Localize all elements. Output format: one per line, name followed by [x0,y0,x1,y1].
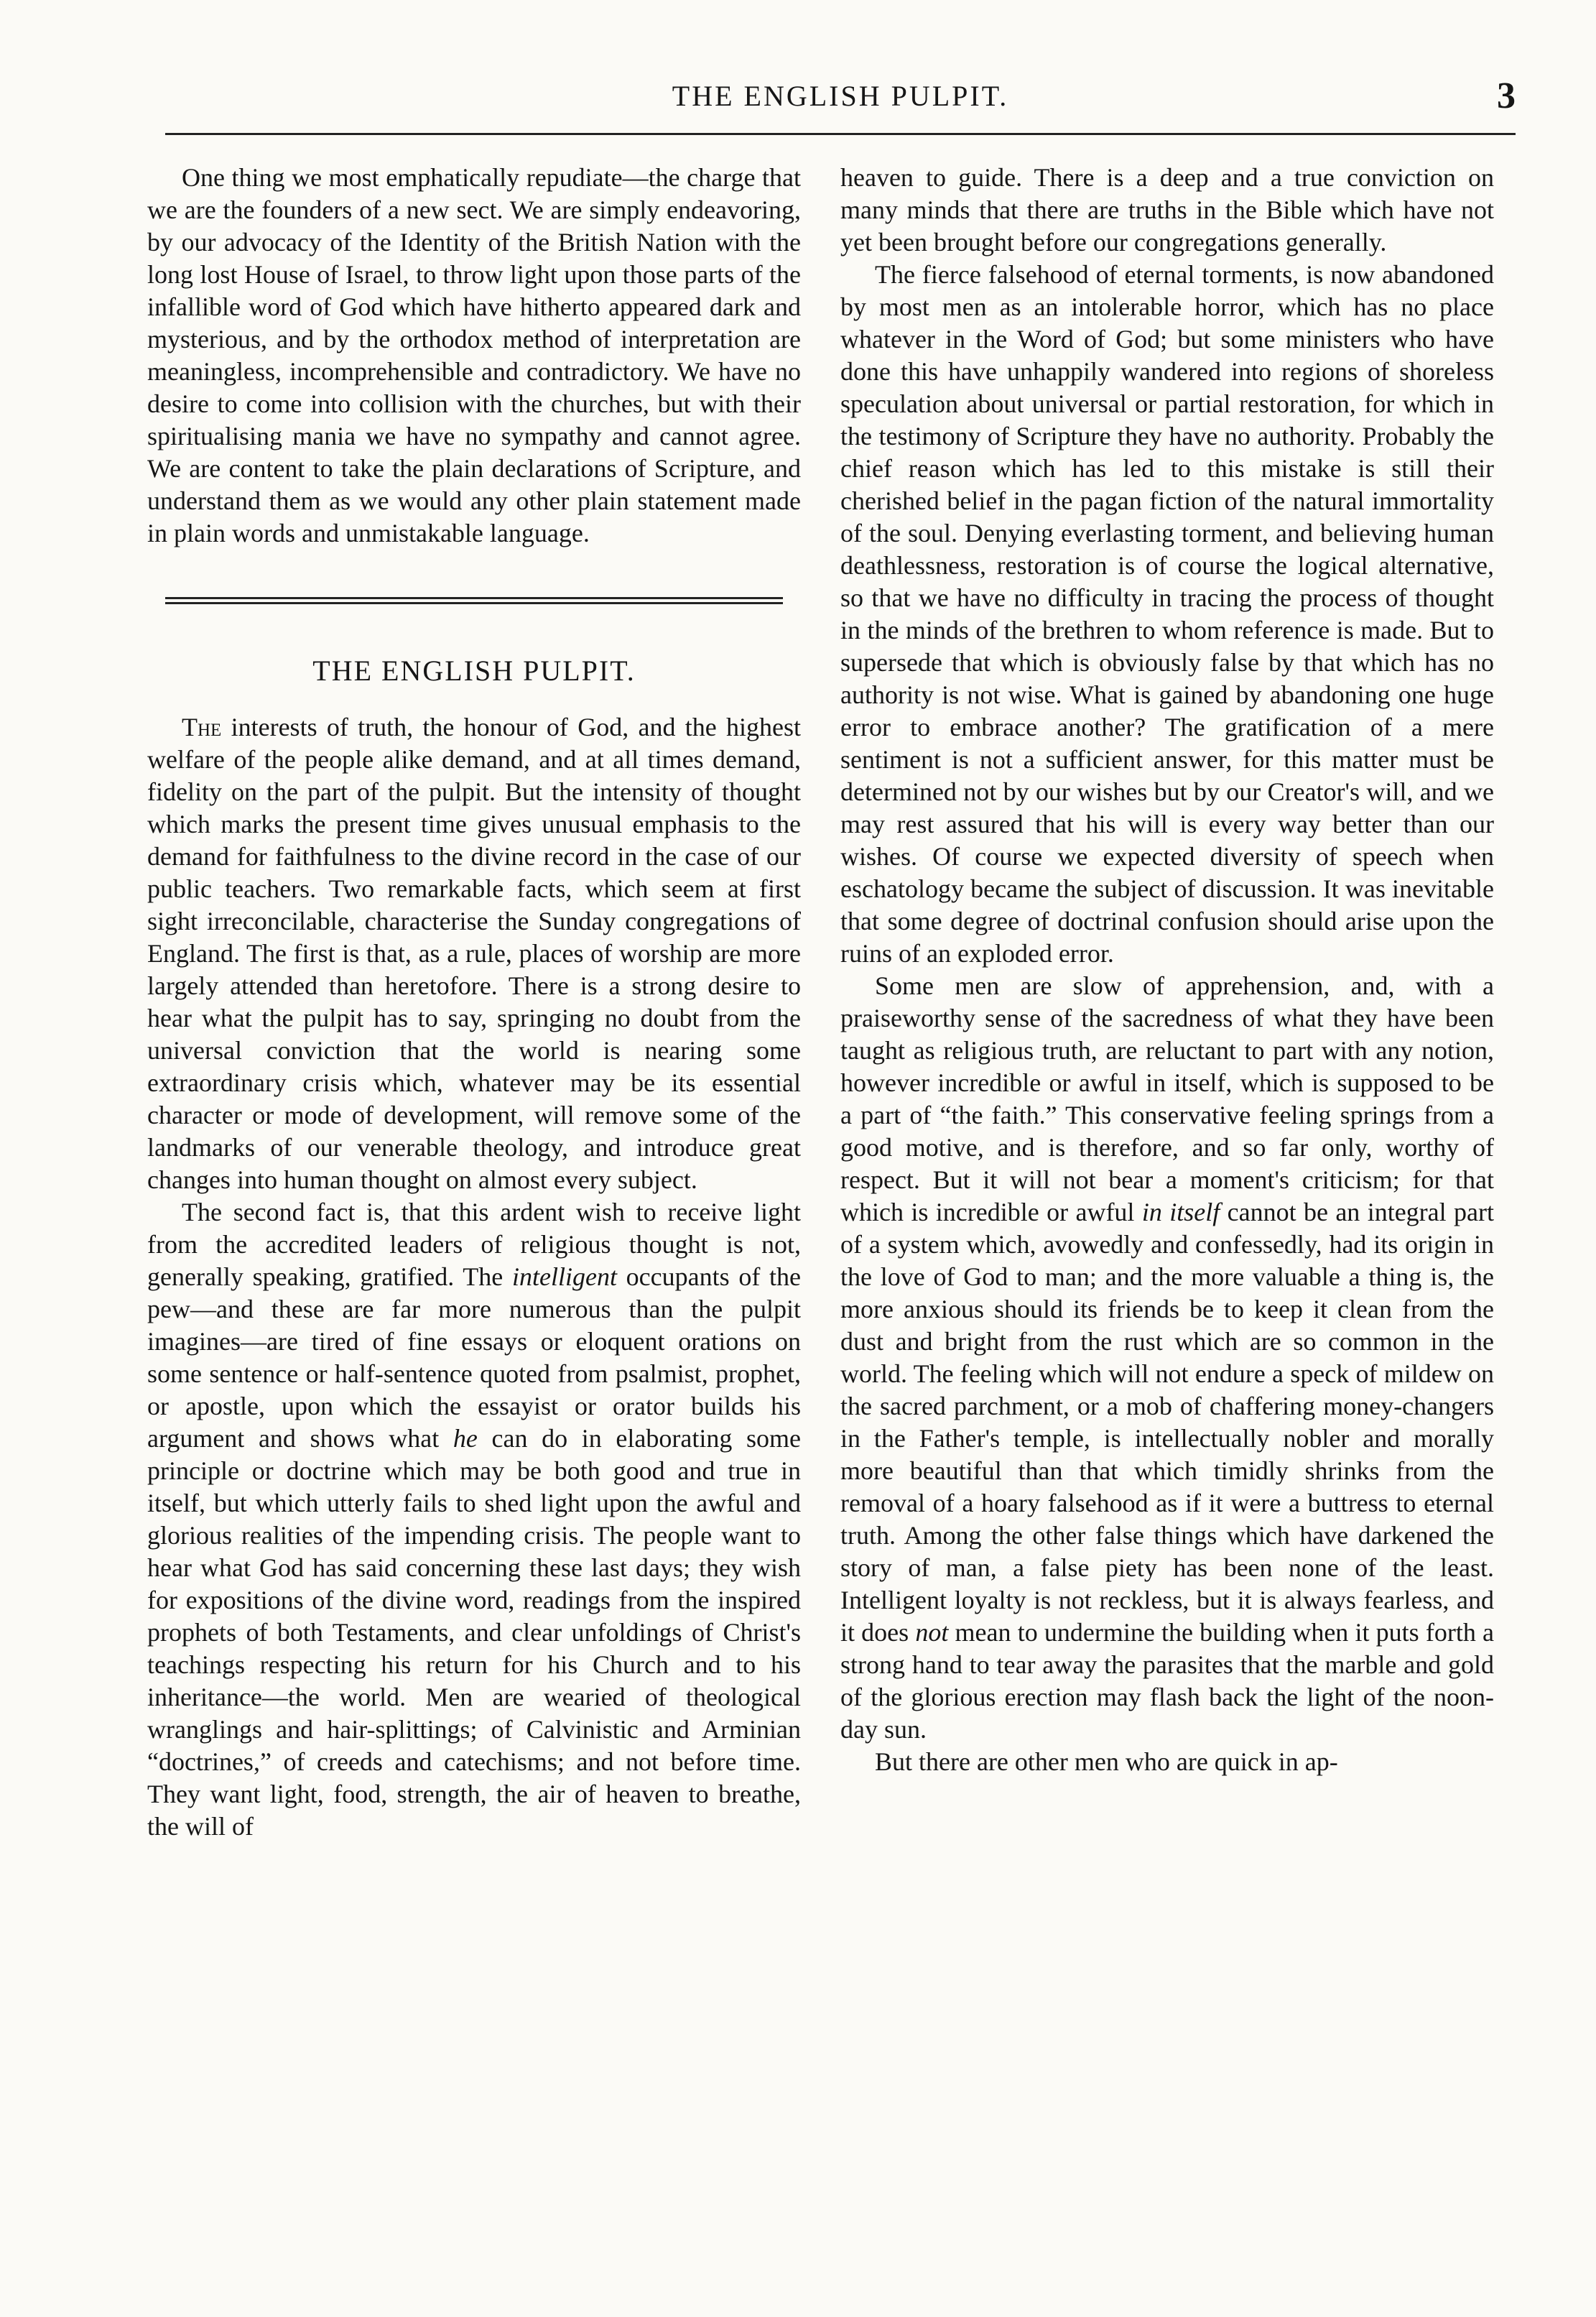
running-title: THE ENGLISH PULPIT. [672,80,1009,112]
paragraph-text: Some men are slow of apprehension, and, with a praiseworthy sense of the sacredness of what they have been taught as religious truth, are reluctant to part with any notion, however incredible or awful in itself, which is supposed to be a part of “the faith.” This conservative feeling springs from a good motive, and is therefore, and so far only, worthy of respect. But it will not bear a moment's criticism; for that which is incredible or awful [840,971,1494,1226]
italic-text: in itself [1141,1198,1220,1226]
section-divider [165,597,783,604]
right-column [840,162,1494,1778]
section-heading: THE ENGLISH PULPIT. [312,655,636,687]
italic-text: intelligent [512,1262,617,1291]
header-rule [165,133,1516,135]
paragraph-text: can do in elaborating some principle or doctrine which may be both good and true in itself, but which utterly fails to shed light upon the awful and glorious realities of the impending crisis. The people want to hear what God has said concerning these last days; they wish for expositions of the divine word, readings from the inspired prophets of both Testaments, and clear unfoldings of Christ's teachings respecting his return for his Church and to his inheritance—the world. Men are wearied of theological wranglings and hair-splittings; of Calvinistic and Arminian “doctrines,” of creeds and catechisms; and not before time. They want light, food, strength, the air of heaven to breathe, the will of [147,1424,801,1841]
article-paragraph-5: But there are other men who are quick in ap- [875,1747,1338,1776]
intro-paragraph: One thing we most emphatically repudiate—the charge that we are the founders of a new sect. We are simply endeavoring, by our advocacy of the Identity of the British Nation with the long lost House of Israel, to throw light upon those parts of the infallible word of God which have hitherto appeared dark and mysterious, and by the orthodox method of interpretation are meaningless, incomprehensible and contradictory. We have no desire to come into collision with the churches, but with their spiritualising mania we have no sympathy and cannot agree. We are content to take the plain declarations of Scripture, and understand them as we would any other plain statement made in plain words and unmistakable language. [147,163,801,547]
drop-lead-word: The [182,713,222,741]
continued-paragraph: heaven to guide. There is a deep and a true conviction on many minds that there are truths in the Bible which have not yet been brought before our congregations generally. [840,163,1494,256]
paragraph-text: occupants of the pew—and these are far more numerous than the pulpit imagines—are tired of fine essays or eloquent orations on some sentence or half-sentence quoted from psalmist, prophet, or apostle, upon which the essayist or orator builds his argument and shows what [147,1262,802,1453]
italic-text: he [453,1424,478,1453]
article-paragraph-2 [147,1196,801,1843]
paragraph-text: The second fact is, that this ardent wish to receive light from the accredited leaders of religious thought is not, generally speaking, gratified. The [147,1198,801,1291]
paragraph-text: mean to undermine the building when it puts forth a strong hand to tear away the parasites that the marble and gold of the glorious erection may flash back the light of the noon-day sun. [840,1618,1494,1744]
paragraph-text: interests of truth, the honour of God, and the highest welfare of the people alike demand, and at all times demand, fidelity on the part of the pulpit. But the intensity of thought which marks the present time gives unusual emphasis to the demand for faithfulness to the divine record in the case of our public teachers. Two remarkable facts, which seem at first sight irreconcilable, characterise the Sunday congregations of England. The first is that, as a rule, places of worship are more largely attended than heretofore. There is a strong desire to hear what the pulpit has to say, springing no doubt from the universal conviction that the world is nearing some extraordinary crisis which, whatever may be its essential character or mode of development, will remove some of the landmarks of our venerable theology, and introduce great changes into human thought on almost every subject. [147,713,801,1194]
article-paragraph-1 [147,711,801,1196]
article-paragraph-4 [840,970,1494,1746]
article-paragraph-3: The fierce falsehood of eternal torments, is now abandoned by most men as an intolerable horror, which has no place whatever in the Word of God; but some ministers who have done this have unhappily wandered into regions of shoreless speculation about universal or partial restoration, for which in the testimony of Scripture they have no authority. Probably the chief reason which has led to this mistake is still their cherished belief in the pagan fiction of the natural immortality of the soul. Denying everlasting torment, and believing human deathlessness, restoration is of course the logical alternative, so that we have no difficulty in tracing the process of thought in the minds of the brethren to whom reference is made. But to supersede that which is obviously false by that which has no authority is not wise. What is gained by abandoning one huge error to embrace another? The gratification of a mere sentiment is not a sufficient answer, for this matter must be determined not by our wishes but by our Creator's will, and we may rest assured that his will is every way better than our wishes. Of course we expected diversity of speech when eschatology became the subject of discussion. It was inevitable that some degree of doctrinal confusion should arise upon the ruins of an exploded error. [840,260,1494,968]
left-column [147,162,801,1843]
italic-text: not [915,1618,949,1647]
page-number: 3 [1497,75,1516,116]
page-header [165,75,1516,122]
paragraph-text: cannot be an integral part of a system which, avowedly and confessedly, had its origin in the love of God to man; and the more valuable a thing is, the more anxious should its friends be to keep it clean from the dust and bright from the rust which are so common in the world. The feeling which will not endure a speck of mildew on the sacred parchment, or a mob of chaffering money-changers in the Father's temple, is intellectually nobler and morally more beautiful than that which timidly shrinks from the removal of a hoary falsehood as if it were a buttress to eternal truth. Among the other false things which have darkened the story of man, a false piety has been none of the least. Intelligent loyalty is not reckless, but it is always fearless, and it does [840,1198,1495,1647]
